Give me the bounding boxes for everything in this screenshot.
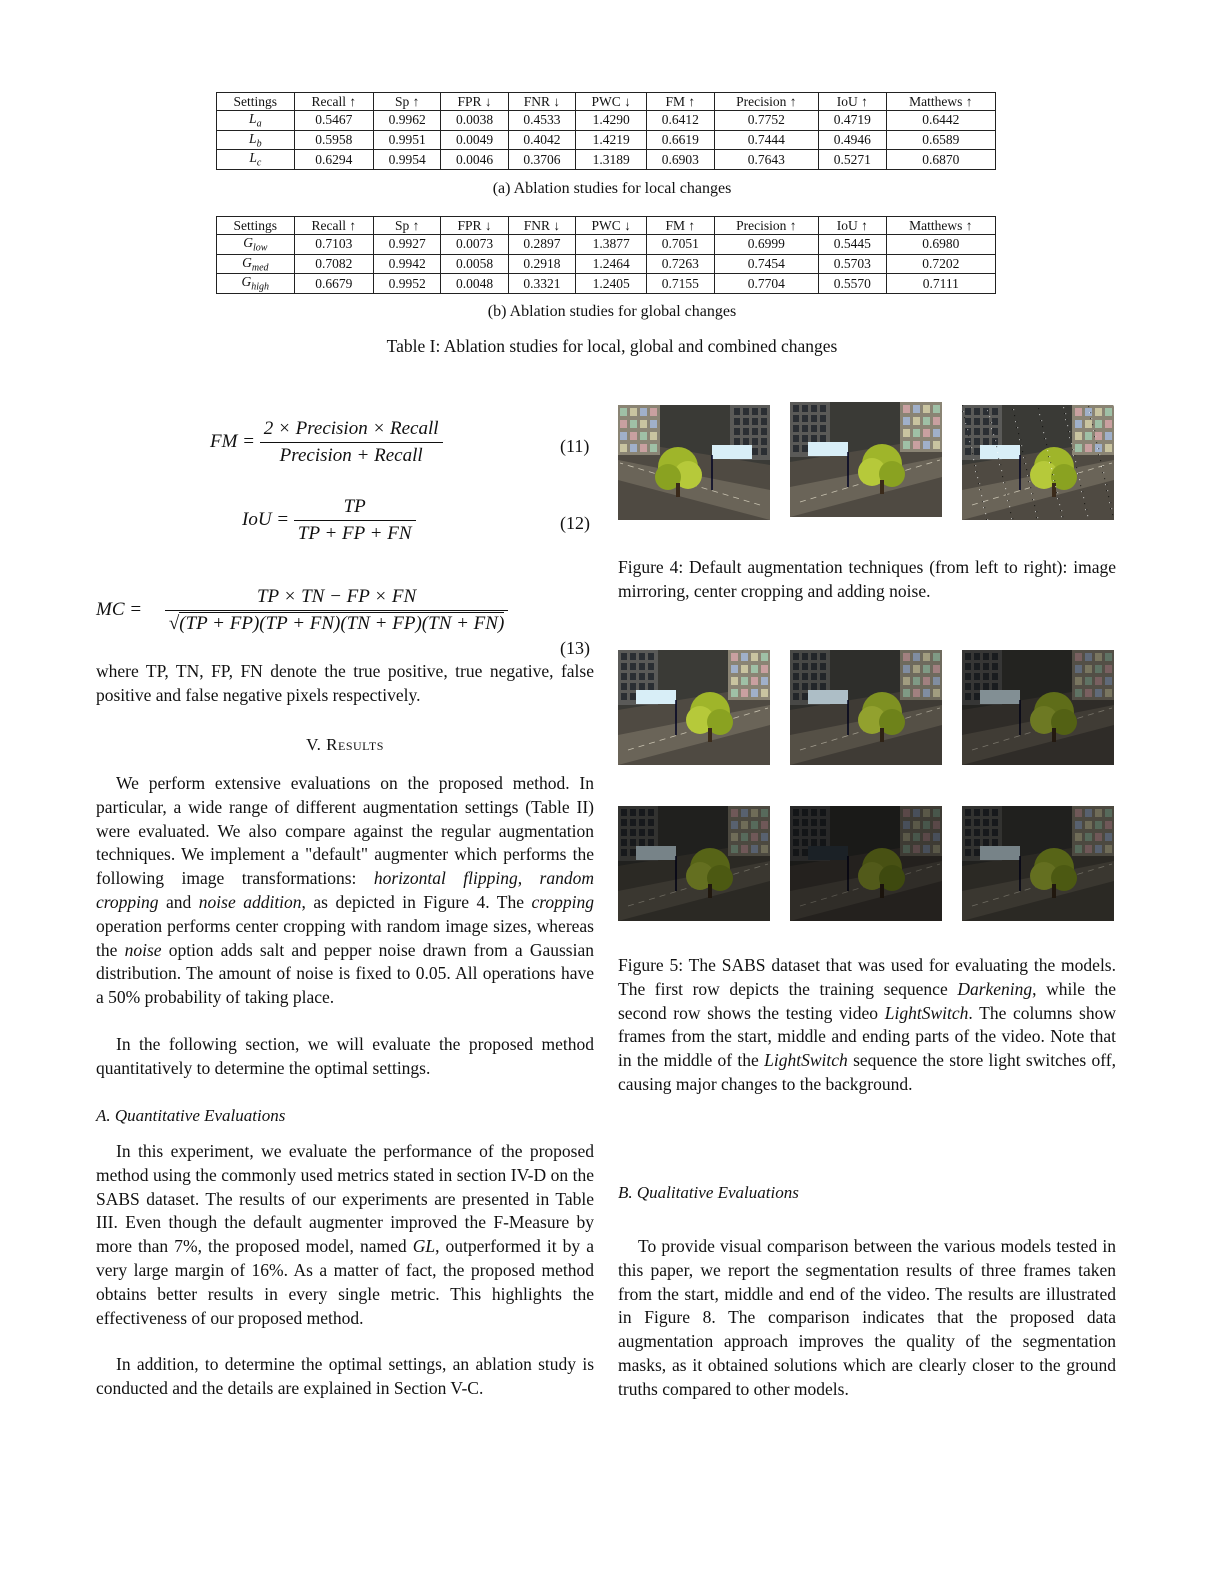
column-header: IoU ↑ bbox=[819, 93, 886, 111]
metric-cell: 0.5467 bbox=[294, 111, 373, 131]
metric-cell: 0.6903 bbox=[647, 150, 714, 170]
metric-cell: 0.6589 bbox=[886, 130, 995, 150]
metric-cell: 0.9927 bbox=[373, 235, 440, 255]
equation-denominator: TP + FP + FN bbox=[297, 523, 412, 544]
metric-cell: 0.6442 bbox=[886, 111, 995, 131]
metric-cell: 0.3321 bbox=[508, 274, 575, 294]
column-header: Matthews ↑ bbox=[886, 217, 995, 235]
equation-denominator: (TP + FP)(TP + FN)(TN + FP)(TN + FN) bbox=[179, 613, 505, 634]
column-header: FM ↑ bbox=[647, 217, 714, 235]
setting-cell: $G_{high}$ bbox=[217, 274, 295, 294]
equation-number: (13) bbox=[560, 638, 590, 658]
equation-denominator: Precision + Recall bbox=[279, 445, 423, 466]
metric-cell: 0.7704 bbox=[714, 274, 819, 294]
figure5-darkening-end bbox=[962, 650, 1114, 765]
ablation-table-local bbox=[216, 92, 996, 170]
metric-cell: 0.6679 bbox=[294, 274, 373, 294]
setting-cell: $L_c$ bbox=[217, 150, 295, 170]
column-header: PWC ↓ bbox=[576, 217, 647, 235]
metric-cell: 0.7643 bbox=[714, 150, 819, 170]
equation-mc: MC = $\frac{TP \times TN - FP \times FN}{√(TP + FP)(TP + FN)(TN + FP)(TN + FN)}$ bbox=[96, 586, 508, 635]
figure5-lightswitch-start bbox=[618, 806, 770, 921]
table-header-row bbox=[217, 93, 996, 111]
setting-cell: $L_a$ bbox=[217, 111, 295, 131]
table-row bbox=[217, 111, 996, 131]
metric-cell: 1.4219 bbox=[576, 130, 647, 150]
quantitative-paragraph-1: In this experiment, we evaluate the performance of the proposed method using the commonly used metrics stated in section IV-D on the SABS dataset. The results of our experiments are presented in Table III. Even though the default augmenter improved the F-Measure by more than 7%, the proposed model, named GL, outperformed it by a very large margin of 16%. As a matter of fact, the proposed method obtains better results in every single metric. This highlights the effectiveness of our proposed method. bbox=[96, 1141, 595, 1328]
table-row bbox=[217, 254, 996, 274]
metric-cell: 0.9952 bbox=[373, 274, 440, 294]
equation-numerator: 2 × Precision × Recall bbox=[260, 418, 443, 443]
metric-cell: 0.7111 bbox=[886, 274, 995, 294]
metric-cell: 0.7444 bbox=[714, 130, 819, 150]
metric-cell: 0.7263 bbox=[647, 254, 714, 274]
metric-cell: 0.9954 bbox=[373, 150, 440, 170]
metric-cell: 0.6980 bbox=[886, 235, 995, 255]
metric-cell: 0.7752 bbox=[714, 111, 819, 131]
table-caption: Table I: Ablation studies for local, global and combined changes bbox=[386, 336, 838, 356]
table-row bbox=[217, 274, 996, 294]
metric-cell: 0.4042 bbox=[508, 130, 575, 150]
metric-cell: 0.7202 bbox=[886, 254, 995, 274]
equation-fm bbox=[210, 418, 443, 467]
metric-cell: 0.0049 bbox=[441, 130, 508, 150]
subsection-heading-quantitative: A. Quantitative Evaluations bbox=[96, 1106, 286, 1125]
metric-cell: 0.5703 bbox=[819, 254, 886, 274]
figure5-darkening-middle bbox=[790, 650, 942, 765]
column-header: Sp ↑ bbox=[373, 217, 440, 235]
figure4-image-noise bbox=[962, 405, 1114, 520]
subsection-heading-qualitative: B. Qualitative Evaluations bbox=[618, 1183, 799, 1202]
equation-number: (11) bbox=[560, 436, 590, 456]
equation-lhs: FM = bbox=[210, 430, 256, 452]
metric-cell: 0.9962 bbox=[373, 111, 440, 131]
metric-cell: 0.0038 bbox=[441, 111, 508, 131]
setting-cell: $G_{med}$ bbox=[217, 254, 295, 274]
metric-cell: 0.6870 bbox=[886, 150, 995, 170]
metric-cell: 1.2464 bbox=[576, 254, 647, 274]
metric-cell: 0.4719 bbox=[819, 111, 886, 131]
equation-lhs: IoU = bbox=[242, 508, 290, 530]
column-header: Settings bbox=[217, 217, 295, 235]
column-header: FM ↑ bbox=[647, 93, 714, 111]
where-paragraph: where TP, TN, FP, FN denote the true positive, true negative, false positive and false negative pixels respectively. bbox=[96, 661, 594, 705]
equation-lhs: MC = bbox=[96, 598, 143, 620]
column-header: Precision ↑ bbox=[714, 93, 819, 111]
setting-cell: $G_{low}$ bbox=[217, 235, 295, 255]
column-header: FNR ↓ bbox=[508, 93, 575, 111]
ablation-table-global bbox=[216, 216, 996, 294]
table-row bbox=[217, 130, 996, 150]
column-header: FNR ↓ bbox=[508, 217, 575, 235]
column-header: Recall ↑ bbox=[294, 93, 373, 111]
metric-cell: 0.9942 bbox=[373, 254, 440, 274]
column-header: Precision ↑ bbox=[714, 217, 819, 235]
metric-cell: 0.6999 bbox=[714, 235, 819, 255]
figure4-image-center-crop bbox=[790, 402, 942, 517]
equation-iou bbox=[242, 496, 416, 545]
figure5-darkening-start bbox=[618, 650, 770, 765]
column-header: Settings bbox=[217, 93, 295, 111]
metric-cell: 0.7454 bbox=[714, 254, 819, 274]
table-header-row bbox=[217, 217, 996, 235]
figure4-caption: Figure 4: Default augmentation techniques (from left to right): image mirroring, center cropping and adding noise. bbox=[618, 557, 1116, 601]
section-heading-results: V. Results bbox=[306, 735, 384, 754]
column-header: Recall ↑ bbox=[294, 217, 373, 235]
metric-cell: 0.4533 bbox=[508, 111, 575, 131]
metric-cell: 1.4290 bbox=[576, 111, 647, 131]
table-b-caption: (b) Ablation studies for global changes bbox=[487, 303, 737, 320]
setting-cell: $L_b$ bbox=[217, 130, 295, 150]
metric-cell: 0.6412 bbox=[647, 111, 714, 131]
metric-cell: 1.2405 bbox=[576, 274, 647, 294]
column-header: Matthews ↑ bbox=[886, 93, 995, 111]
column-header: Sp ↑ bbox=[373, 93, 440, 111]
metric-cell: 0.0046 bbox=[441, 150, 508, 170]
figure5-lightswitch-middle bbox=[790, 806, 942, 921]
metric-cell: 0.5445 bbox=[819, 235, 886, 255]
table-row bbox=[217, 150, 996, 170]
metric-cell: 0.7155 bbox=[647, 274, 714, 294]
metric-cell: 0.2897 bbox=[508, 235, 575, 255]
metric-cell: 0.2918 bbox=[508, 254, 575, 274]
quantitative-paragraph-2: In addition, to determine the optimal settings, an ablation study is conducted and the details are explained in Section V-C. bbox=[96, 1354, 594, 1398]
metric-cell: 0.5271 bbox=[819, 150, 886, 170]
table-row bbox=[217, 235, 996, 255]
metric-cell: 0.0073 bbox=[441, 235, 508, 255]
metric-cell: 0.6619 bbox=[647, 130, 714, 150]
equation-number: (12) bbox=[560, 513, 590, 533]
metric-cell: 0.4946 bbox=[819, 130, 886, 150]
metric-cell: 0.9951 bbox=[373, 130, 440, 150]
metric-cell: 0.7051 bbox=[647, 235, 714, 255]
metric-cell: 0.0058 bbox=[441, 254, 508, 274]
column-header: FPR ↓ bbox=[441, 217, 508, 235]
figure4-image-mirroring bbox=[618, 405, 770, 520]
column-header: FPR ↓ bbox=[441, 93, 508, 111]
metric-cell: 1.3877 bbox=[576, 235, 647, 255]
metric-cell: 0.5570 bbox=[819, 274, 886, 294]
metric-cell: 0.5958 bbox=[294, 130, 373, 150]
metric-cell: 0.0048 bbox=[441, 274, 508, 294]
metric-cell: 0.3706 bbox=[508, 150, 575, 170]
results-paragraph-2: In the following section, we will evaluate the proposed method quantitatively to determine the optimal settings. bbox=[96, 1034, 594, 1078]
column-header: IoU ↑ bbox=[819, 217, 886, 235]
metric-cell: 1.3189 bbox=[576, 150, 647, 170]
column-header: PWC ↓ bbox=[576, 93, 647, 111]
equation-numerator: TP bbox=[294, 496, 416, 521]
figure5-caption: Figure 5: The SABS dataset that was used for evaluating the models. The first row depicts the training sequence Darkening, while the second row shows the testing video LightSwitch. The columns show frames from the start, middle and ending parts of the video. Note that in the middle of the LightSwitch sequence the store light switches off, causing major changes to the background. bbox=[618, 955, 1117, 1094]
figure5-lightswitch-end bbox=[962, 806, 1114, 921]
equation-numerator: TP × TN − FP × FN bbox=[165, 586, 508, 611]
table-a-caption: (a) Ablation studies for local changes bbox=[492, 180, 732, 197]
metric-cell: 0.6294 bbox=[294, 150, 373, 170]
metric-cell: 0.7103 bbox=[294, 235, 373, 255]
results-paragraph-1: We perform extensive evaluations on the proposed method. In particular, a wide range of different augmentation settings (Table II) were evaluated. We also compare against the regular augmentation techniques. We implement a "default" augmenter which performs the following image transformations: horizontal flipping, random cropping and noise addition, as depicted in Figure 4. The cropping operation performs center cropping with random image sizes, whereas the noise option adds salt and pepper noise drawn from a Gaussian distribution. The amount of noise is fixed to 0.05. All operations have a 50% probability of taking place. bbox=[96, 773, 594, 1008]
qualitative-paragraph: To provide visual comparison between the various models tested in this paper, we report the segmentation results of three frames taken from the start, middle and end of the video. The results are illustrated in Figure 8. The comparison indicates that the proposed data augmentation approach improves the quality of the segmentation masks, as it obtained solutions which are clearly closer to the ground truths compared to other models. bbox=[618, 1236, 1116, 1399]
metric-cell: 0.7082 bbox=[294, 254, 373, 274]
